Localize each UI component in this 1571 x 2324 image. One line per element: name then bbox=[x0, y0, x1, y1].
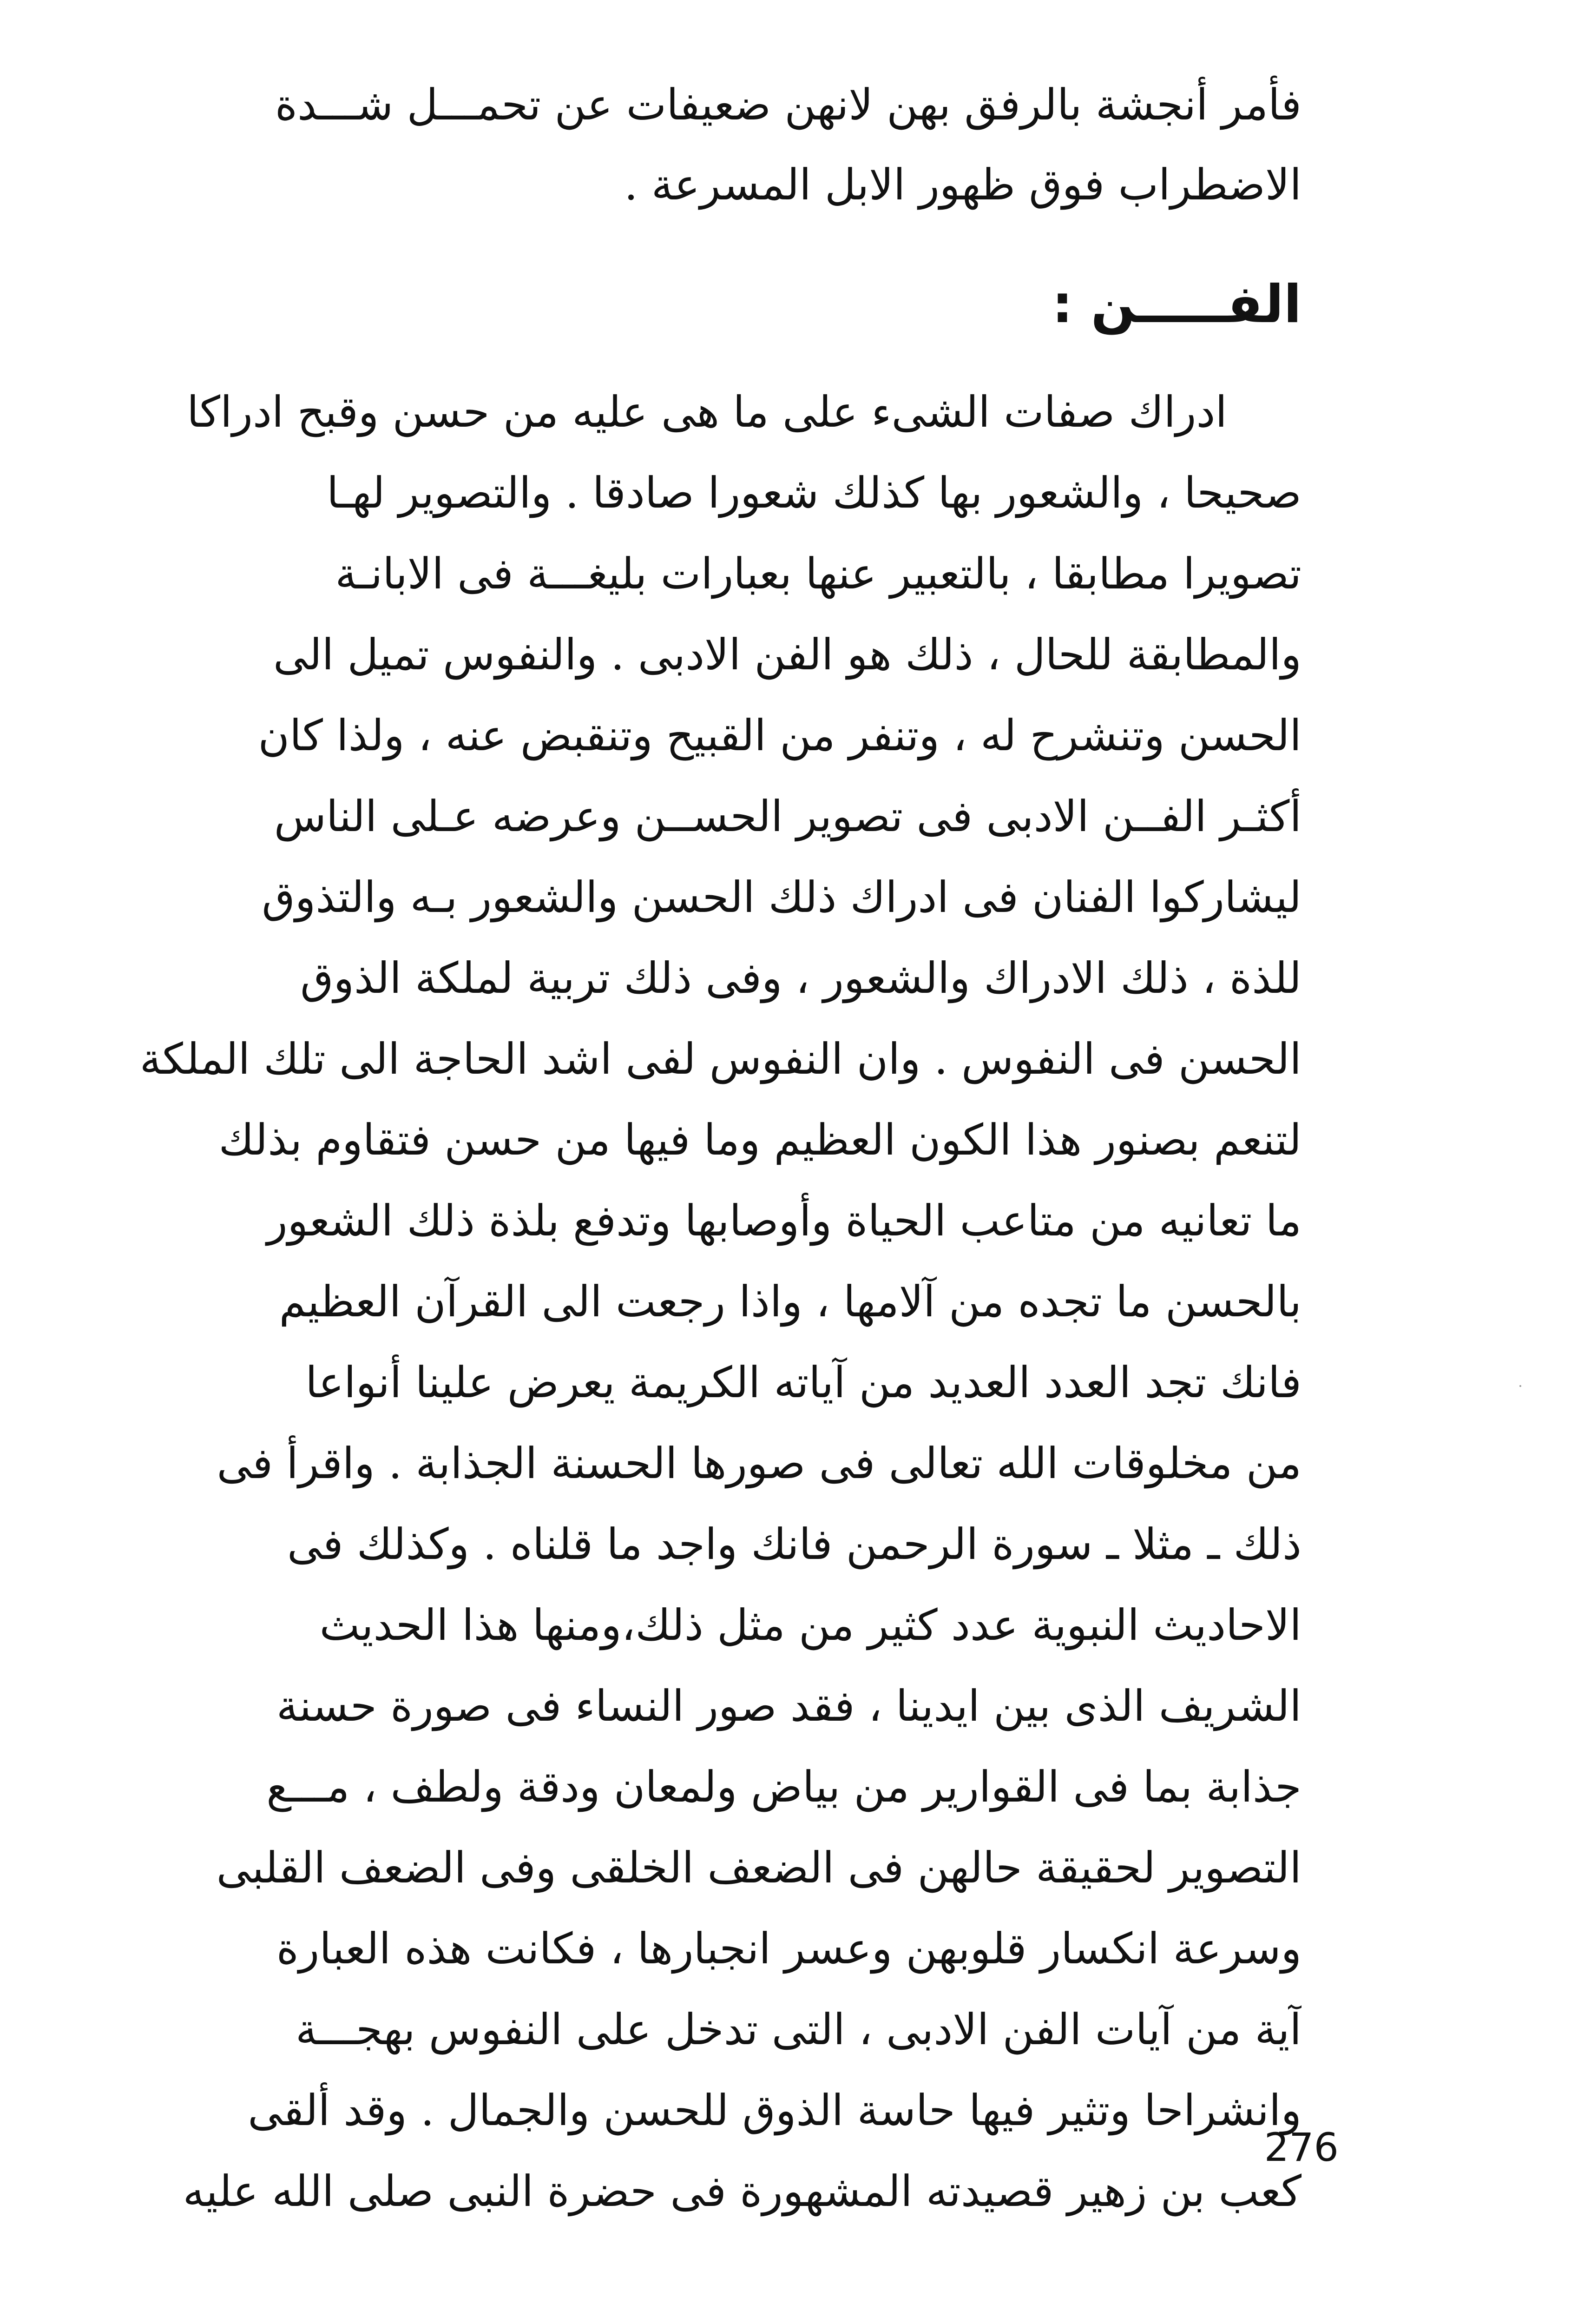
body-line: لتنعم بصنور هذا الكون العظيم وما فيها من حسن فتقاوم بذلك bbox=[218, 1115, 1301, 1165]
body-line: فانك تجد العدد العديد من آياته الكريمة يعرض علينا أنواعا bbox=[305, 1358, 1301, 1407]
body-line: للذة ، ذلك الادراك والشعور ، وفى ذلك تربية لملكة الذوق bbox=[300, 953, 1301, 1003]
body-line: الحسن وتنشرح له ، وتنفر من القبيح وتنقبض عنه ، ولذا كان bbox=[258, 711, 1301, 760]
body-line: من مخلوقات الله تعالى فى صورها الحسنة الجذابة . واقرأ فى bbox=[217, 1439, 1301, 1488]
body-line: ما تعانيه من متاعب الحياة وأوصابها وتدفع بلذة ذلك الشعور bbox=[267, 1196, 1301, 1246]
body-line: وسرعة انكسار قلوبهن وعسر انجبارها ، فكانت هذه العبارة bbox=[276, 1924, 1301, 1974]
body-line: تصويرا مطابقا ، بالتعبير عنها بعبارات بليغـــة فى الابانـة bbox=[335, 549, 1301, 599]
body-line: الاحاديث النبوية عدد كثير من مثل ذلك،ومنها هذا الحديث bbox=[319, 1600, 1301, 1650]
section-heading: الفـــــن : bbox=[1052, 274, 1301, 335]
intro-paragraph bbox=[19, 65, 1301, 225]
body-line: ذلك ـ مثلا ـ سورة الرحمن فانك واجد ما قلناه . وكذلك فى bbox=[287, 1519, 1301, 1569]
body-line: كعب بن زهير قصيدته المشهورة فى حضرة النبى صلى الله عليه bbox=[183, 2166, 1301, 2216]
body-line: الشريف الذى بين ايدينا ، فقد صور النساء فى صورة حسنة bbox=[276, 1681, 1301, 1731]
body-line: ليشاركوا الفنان فى ادراك ذلك الحسن والشعور بـه والتذوق bbox=[262, 872, 1301, 922]
body-paragraph bbox=[19, 372, 1301, 2232]
scan-speck bbox=[1519, 1385, 1521, 1387]
intro-line: الاضطراب فوق ظهور الابل المسرعة . bbox=[624, 160, 1301, 210]
intro-line: فأمر أنجشة بالرفق بهن لانهن ضعيفات عن تحمـــل شـــدة bbox=[275, 80, 1301, 130]
body-line: التصوير لحقيقة حالهن فى الضعف الخلقى وفى الضعف القلبى bbox=[216, 1843, 1301, 1893]
body-line: آية من آيات الفن الادبى ، التى تدخل على النفوس بهجـــة bbox=[295, 2005, 1301, 2054]
body-line: صحيحا ، والشعور بها كذلك شعورا صادقا . والتصوير لهـا bbox=[327, 468, 1301, 518]
body-line: جذابة بما فى القوارير من بياض ولمعان ودقة ولطف ، مـــع bbox=[266, 1762, 1301, 1812]
page-number: 276 bbox=[1264, 2125, 1339, 2170]
body-line: ادراك صفات الشىء على ما هى عليه من حسن وقبح ادراكا bbox=[187, 387, 1227, 437]
body-line: الحسن فى النفوس . وان النفوس لفى اشد الحاجة الى تلك الملكة bbox=[139, 1034, 1301, 1084]
body-line: والمطابقة للحال ، ذلك هو الفن الادبى . والنفوس تميل الى bbox=[273, 630, 1301, 680]
body-line: أكثـر الفــن الادبى فى تصوير الحســن وعرضه عـلى الناس bbox=[274, 792, 1301, 841]
body-line: بالحسن ما تجده من آلامها ، واذا رجعت الى القرآن العظيم bbox=[279, 1277, 1301, 1327]
body-line: وانشراحا وتثير فيها حاسة الذوق للحسن والجمال . وقد ألقى bbox=[248, 2086, 1301, 2135]
